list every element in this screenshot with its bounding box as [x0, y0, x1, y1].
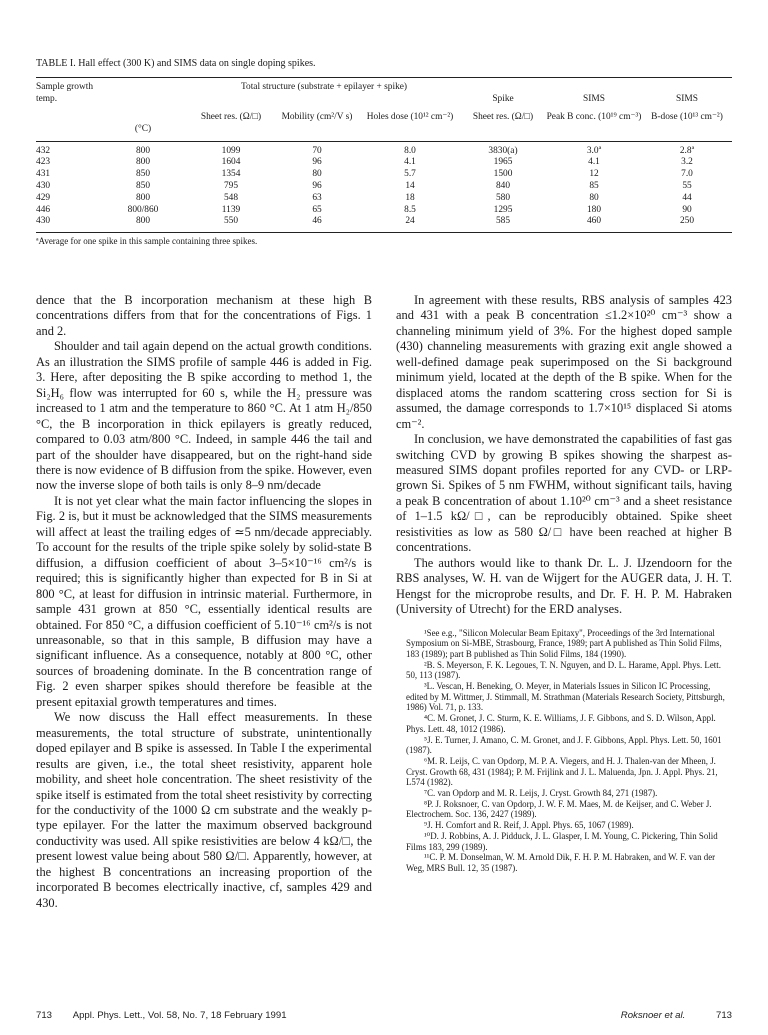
- header-mobility: Mobility (cm²/V s): [274, 106, 360, 141]
- reference-5: ⁵J. E. Turner, J. Amano, C. M. Gronet, and J. F. Gibbons, Appl. Phys. Lett. 50, 1601 (1987).: [406, 734, 722, 756]
- table-row: [36, 193, 732, 205]
- table-cell: 7.0: [681, 169, 693, 180]
- reference-11: ¹¹C. P. M. Donselman, W. M. Arnold Dik, F. H. P. M. Habraken, and W. F. van der Weg, MRS Bull. 12, 35 (1987).: [406, 852, 716, 873]
- table-header-row-1: [36, 78, 732, 106]
- footer-page-number-right: 713: [715, 1010, 732, 1021]
- left-paragraph-4: We now discuss the Hall effect measurements. In these measurements, the total structure of substrate, unintentionally doped epilayer and B spike is assessed. In Table I the experimental results are given, i.e., the total sheet resistivity, apparent hole mobility, and sheet hole concentration. The sheet resistivity of the spike itself is estimated from the total sheet resistivity by correcting for the conductivity of the 1000 Ω cm substrate and the weakly p-type epilayer. For the latter the maximum observed background conductivity was used. All spike resistivities are below 4 kΩ/□, the present lowest value being about 580 Ω/□. Apparently, however, at the highest B concentrations an increasing proportion of the incorporated B becomes electrically inactive, cf, samples 429 and 430.: [36, 710, 372, 910]
- table-cell: 460: [546, 216, 642, 232]
- table-row: [36, 205, 732, 217]
- table-cell: 795: [223, 180, 239, 191]
- table-footnote: ªAverage for one spike in this sample containing three spikes.: [36, 236, 258, 247]
- table-cell: 46: [274, 216, 360, 232]
- table-cell: 65: [312, 204, 322, 215]
- table-cell: 80: [312, 169, 322, 180]
- left-paragraph-1: dence that the B incorporation mechanism at these high B concentrations differs from that for the concentrations of Figs. 1 and 2.: [36, 293, 372, 338]
- left-paragraph-2: Shoulder and tail again depend on the actual growth conditions. As an illustration the SIMS profile of sample 446 is added in Fig. 3. Here, after depositing the B spike according to method 1, the Si₂H₆ flow was interrupted for 60 s, while the H₂ pressure was increased to 1 atm and the temperature to 860 °C. At 1 atm H₂/850 °C, the B incorporation in thick epilayers is greatly reduced, compared to 0.03 atm/800 °C. Indeed, in sample 446 the tail and part of the shoulder have disappeared, but on the right-hand side there is now evidence of B diffusion from the spike. However, even now the inverse slope of both tails is only 8–9 nm/decade: [36, 339, 372, 493]
- table-cell: 63: [312, 192, 322, 203]
- table-cell: 85: [589, 180, 599, 191]
- header-sheet-res: Sheet res. (Ω/□): [188, 106, 274, 141]
- table-cell: 4.1: [588, 157, 600, 168]
- table-cell: 250: [642, 216, 732, 232]
- table-cell: 180: [586, 204, 602, 215]
- table-cell: 8.5: [404, 204, 416, 215]
- header-temp-unit: (°C): [98, 106, 188, 141]
- table-header-row-2: [36, 106, 732, 141]
- table-cell: 548: [223, 192, 239, 203]
- header-b-dose: B-dose (10¹³ cm⁻²): [642, 106, 732, 141]
- header-peak-b: Peak B conc. (10¹⁹ cm⁻³): [546, 106, 642, 141]
- table-cell: 3.2: [681, 157, 693, 168]
- footer-authors: Roksnoer et al.: [620, 1010, 686, 1021]
- table-row: [36, 169, 732, 181]
- table-row: [36, 157, 732, 169]
- table-cell: 580: [495, 192, 511, 203]
- reference-10: ¹⁰D. J. Robbins, A. J. Pidduck, J. L. Glasper, I. M. Young, C. Pickering, Thin Solid Films 183, 299 (1989).: [406, 830, 718, 852]
- table-cell: 55: [682, 180, 692, 191]
- left-paragraph-3: It is not yet clear what the main factor influencing the slopes in Fig. 2 is, but it must be acknowledged that the SIMS measurements will affect at least the trailing edges of ≃5 nm/decade appreciably. To account for the results of the triple spike solely by solid-state B diffusion, a diffusion coefficient of about 3–5×10⁻¹⁶ cm²/s is required; this is significantly higher than expected for B in Si at 800 °C, at least for diffusion in intrinsic material. Furthermore, in sample 431 grown at 850 °C, essentially identical results are obtained. For 850 °C, a diffusion coefficient of 5.10⁻¹⁶ cm²/s is not unreasonable, so that in this sample, B diffusion may have a significant influence. As a consequence, notably at 800 °C, other sources of broadening dominate. In the B concentration range of Fig. 2 even sharper spikes should therefore be feasible at the present epitaxial growth temperatures and times.: [36, 493, 372, 709]
- table-cell: 430: [36, 216, 98, 232]
- header-spike-sheet-res: Sheet res. (Ω/□): [460, 106, 546, 141]
- table-cell: 431: [36, 169, 51, 180]
- table-cell: 3830(a): [488, 145, 518, 156]
- right-column: [396, 293, 732, 911]
- reference-7: ⁷C. van Opdorp and M. R. Leijs, J. Cryst. Growth 84, 271 (1987).: [424, 788, 658, 799]
- table-cell: 429: [36, 192, 51, 203]
- table-cell: 800: [98, 216, 188, 232]
- table-cell: 4.1: [404, 157, 416, 168]
- table-cell: 432: [36, 145, 51, 156]
- reference-3: ³L. Vescan, H. Beneking, O. Meyer, in Materials Issues in Silicon IC Processing, edited by M. Wittmer, J. Stimmall, M. Strathman (Materials Research Society, Pittsburgh, 1986) Vol. 71, p. 133.: [406, 681, 725, 713]
- table-cell: 585: [460, 216, 546, 232]
- table-cell: 850: [135, 180, 151, 191]
- table-cell: 1500: [493, 169, 513, 180]
- table-cell: 1139: [221, 204, 241, 215]
- footer-page-number-left: 713: [36, 1010, 53, 1021]
- table-cell: 14: [405, 180, 415, 191]
- header-sims-2: SIMS: [642, 78, 732, 106]
- table-row: [36, 216, 732, 232]
- table-row: [36, 141, 732, 157]
- table-cell: 550: [188, 216, 274, 232]
- table-cell: 800: [135, 157, 151, 168]
- table-row: [36, 181, 732, 193]
- reference-4: ⁴C. M. Gronet, J. C. Sturm, K. E. Williams, J. F. Gibbons, and S. D. Wilson, Appl. Phys. Lett. 48, 1012 (1986).: [406, 713, 716, 734]
- table-cell: 1965: [493, 157, 513, 168]
- header-spike: Spike: [460, 78, 546, 106]
- table-caption: TABLE I. Hall effect (300 K) and SIMS data on single doping spikes.: [36, 58, 316, 69]
- right-paragraph-2: In conclusion, we have demonstrated the capabilities of fast gas switching CVD by growing B spikes showing the sharpest as-measured SIMS dopant profiles reported for any CVD- or LRP-grown Si. Spikes of 5 nm FWHM, without significant tails, having a peak B concentration of about 1.10²⁰ cm⁻³ and a sheet resistance of 1–1.5 kΩ/□, can be reproducibly obtained. Spike sheet resistivities as low as 580 Ω/□ have been reached at higher B concentrations.: [396, 432, 732, 555]
- table-cell: 2.8ª: [679, 145, 695, 156]
- reference-9: ⁹J. H. Comfort and R. Reif, J. Appl. Phys. 65, 1067 (1989).: [424, 820, 634, 831]
- reference-6: ⁶M. R. Leijs, C. van Opdorp, M. P. A. Viegers, and H. J. Thalen-van der Mheen, J. Cryst. Growth 68, 431 (1984); P. M. Frijlink and J. L. Maluenda, Jpn. J. Appl. Phys. 21, L574 (1982).: [406, 755, 718, 788]
- table-cell: 44: [682, 192, 692, 203]
- table-cell: 12: [589, 169, 599, 180]
- table-cell: 80: [589, 192, 599, 203]
- table-cell: 850: [135, 169, 151, 180]
- header-sims-1: SIMS: [546, 78, 642, 106]
- table-cell: 90: [682, 204, 692, 215]
- table-cell: 446: [36, 204, 51, 215]
- table-cell: 8.0: [404, 145, 416, 156]
- hall-table: [36, 77, 732, 233]
- table-cell: 1295: [493, 204, 513, 215]
- left-column: [36, 293, 372, 911]
- table-cell: 1604: [221, 157, 241, 168]
- table-cell: 430: [36, 180, 51, 191]
- table-cell: 24: [360, 216, 460, 232]
- table-cell: 96: [312, 157, 322, 168]
- footer-journal: Appl. Phys. Lett., Vol. 58, No. 7, 18 February 1991: [72, 1010, 287, 1021]
- table-cell: 800: [135, 192, 151, 203]
- table-cell: 5.7: [404, 169, 416, 180]
- reference-1: ¹See e.g., "Silicon Molecular Beam Epitaxy", Proceedings of the 3rd International Symposium on Si-MBE, Strasbourg, France, 1989; part A published as Thin Solid Films, 183 (1989); part B published as Thin Solid Films, 184 (1990).: [406, 627, 722, 659]
- table-cell: 3.0ª: [586, 145, 602, 156]
- right-paragraph-1: In agreement with these results, RBS analysis of samples 423 and 431 with a peak B concentration ≤1.2×10²⁰ cm⁻³ show a channeling minimum yield of 3%. For the highest doped sample (430) channeling measurements with grazing exit angle showed a well-defined damage peak superimposed on the Si background minimum yield, located at the depth of the B spike. When for the displaced atoms the random scattering cross section for Si is assumed, the damage corresponds to 1.7×10¹⁵ displaced Si atoms cm⁻².: [396, 293, 732, 431]
- table-cell: 423: [36, 157, 51, 168]
- right-paragraph-3: The authors would like to thank Dr. L. J. IJzendoorn for the RBS analyses, W. H. van de Wijgert for the AUGER data, J. H. T. Hengst for the microprobe results, and Dr. F. H. P. M. Habraken (University of Utrecht) for the ERD analyses.: [396, 555, 732, 617]
- header-total-structure: Total structure (substrate + epilayer + spike): [188, 78, 460, 106]
- table-cell: 800: [135, 145, 151, 156]
- reference-8: ⁸P. J. Roksnoer, C. van Opdorp, J. W. F. M. Maes, M. de Keijser, and C. Weber J. Electrochem. Soc. 136, 2427 (1989).: [406, 798, 712, 820]
- table-cell: 1354: [221, 169, 241, 180]
- table-cell: 840: [495, 180, 511, 191]
- table-cell: 96: [312, 180, 322, 191]
- references: [396, 628, 732, 874]
- header-holes-dose: Holes dose (10¹² cm⁻²): [360, 106, 460, 141]
- table-cell: 800/860: [127, 204, 159, 215]
- table-cell: 1099: [221, 145, 241, 156]
- header-growth-temp: Sample growth temp.: [36, 78, 98, 106]
- reference-2: ²B. S. Meyerson, F. K. Legoues, T. N. Nguyen, and D. L. Harame, Appl. Phys. Lett. 50, 113 (1987).: [406, 659, 721, 681]
- table-section: [36, 58, 732, 246]
- table-cell: 70: [312, 145, 322, 156]
- table-cell: 18: [405, 192, 415, 203]
